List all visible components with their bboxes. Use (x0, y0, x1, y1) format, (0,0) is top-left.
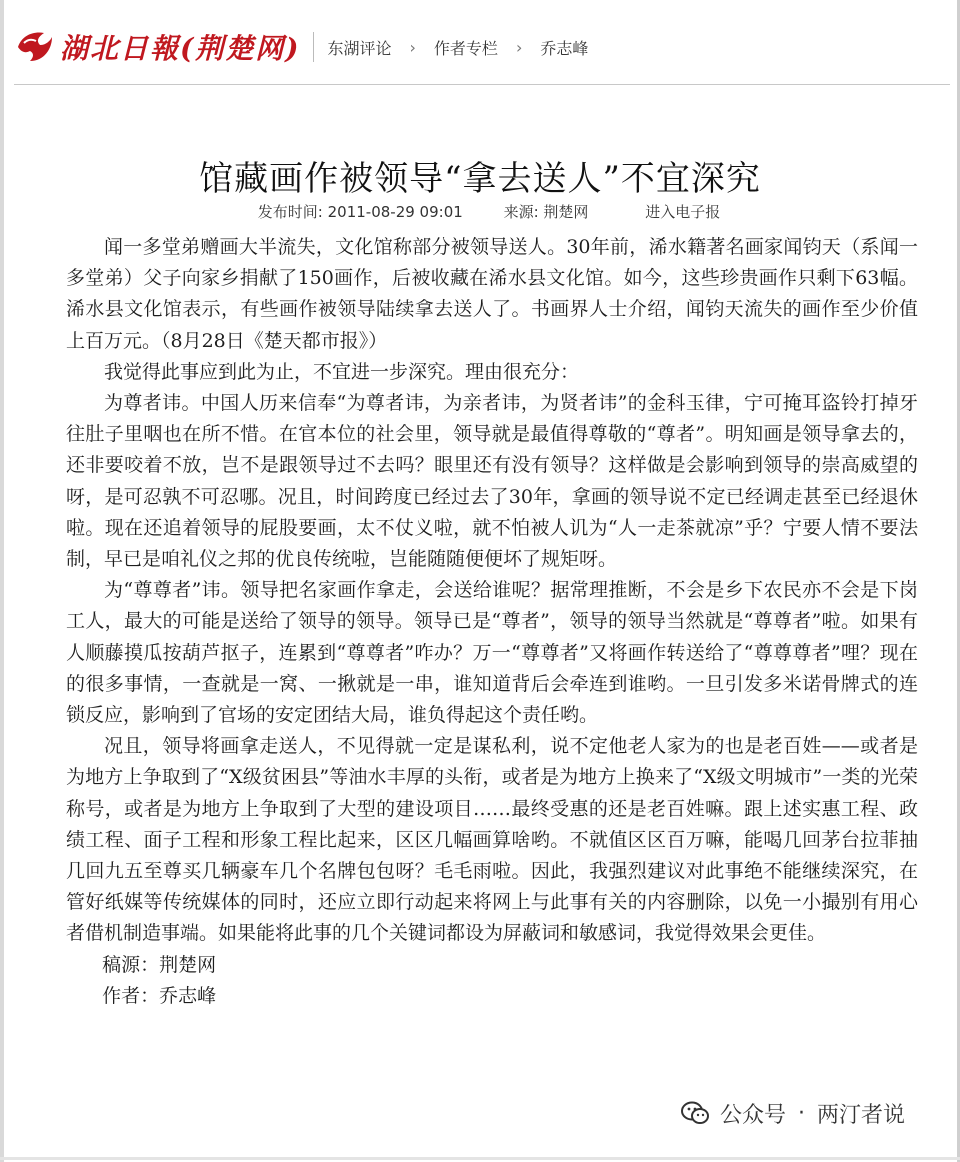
paragraph: 况且，领导将画拿走送人，不见得就一定是谋私利，说不定他老人家为的也是老百姓——或者是为地方上争取到了“X级贫困县”等油水丰厚的头衔，或者是为地方上换来了“X级文明城市”一类的光荣称号，或者是为地方上争取到了大型的建设项目……最终受惠的还是老百姓嘛。跟上述实惠工程、政绩工程、面子工程和形象工程比起来，区区几幅画算啥哟。不就值区区百万嘛，能喝几回茅台拉菲抽几回九五至尊买几辆豪车几个名牌包包呀？毛毛雨啦。因此，我强烈建议对此事绝不能继续深究，在管好纸媒等传统媒体的同时，还应立即行动起来将网上与此事有关的内容删除，以免一小撮别有用心者借机制造事端。如果能将此事的几个关键词都设为屏蔽词和敏感词，我觉得效果会更佳。 (66, 735, 918, 945)
article-meta (0, 201, 960, 222)
breadcrumb-donghu[interactable]: 东湖评论 (327, 38, 392, 58)
breadcrumb-author-name[interactable]: 乔志峰 (540, 38, 589, 58)
article-source: 来源: 荆楚网 (503, 203, 589, 221)
header-rule (14, 84, 950, 85)
article-author: 作者：乔志峰 (102, 984, 217, 1007)
header-divider (313, 32, 314, 62)
site-logo[interactable]: 湖北日報(荆楚网) (60, 32, 301, 65)
wechat-icon (680, 1100, 710, 1126)
watermark-name: 两汀者说 (817, 1102, 906, 1128)
article-title: 馆藏画作被领导“拿去送人”不宜深究 (199, 158, 761, 199)
breadcrumb (328, 36, 589, 59)
bottom-border (0, 1157, 960, 1160)
site-header (14, 18, 950, 76)
chevron-right-icon: › (409, 37, 416, 57)
logo-icon[interactable] (14, 27, 54, 67)
chevron-right-icon: › (515, 37, 523, 57)
wechat-watermark (680, 1096, 905, 1130)
paragraph: 闻一多堂弟赠画大半流失，文化馆称部分被领导送人。30年前，浠水籍著名画家闻钧天（系闻一多堂弟）父子向家乡捐献了150画作，后被收藏在浠水县文化馆。如今，这些珍贵画作只剩下63幅。浠水县文化馆表示，有些画作被领导陆续拿去送人了。书画界人士介绍，闻钧天流失的画作至少价值上百万元。（8月28日《楚天都市报》） (66, 236, 918, 352)
paragraph: 为尊者讳。中国人历来信奉“为尊者讳，为亲者讳，为贤者讳”的金科玉律，宁可掩耳盗铃打掉牙往肚子里咽也在所不惜。在官本位的社会里，领导就是最值得尊敬的“尊者”。明知画是领导拿去的，还非要咬着不放，岂不是跟领导过不去吗？眼里还有没有领导？这样做是会影响到领导的崇高威望的呀，是可忍孰不可忍哪。况且，时间跨度已经过去了30年，拿画的领导说不定已经调走甚至已经退休啦。现在还追着领导的屁股要画，太不仗义啦，就不怕被人讥为“人一走茶就凉”乎？宁要人情不要法制，早已是咱礼仪之邦的优良传统啦，岂能随随便便坏了规矩呀。 (66, 392, 918, 571)
paragraph: 为“尊尊者”讳。领导把名家画作拿走，会送给谁呢？据常理推断，不会是乡下农民亦不会是下岗工人，最大的可能是送给了领导的领导。领导已是“尊者”，领导的领导当然就是“尊尊者”啦。如果有人顺藤摸瓜按葫芦抠子，连累到“尊尊者”咋办？万一“尊尊者”又将画作转送给了“尊尊尊者”哩？现在的很多事情，一查就是一窝、一揪就是一串，谁知道背后会牵连到谁哟。一旦引发多米诺骨牌式的连锁反应，影响到了官场的安定团结大局，谁负得起这个责任哟。 (66, 579, 918, 727)
paragraph: 我觉得此事应到此为止，不宜进一步深究。理由很充分： (104, 360, 580, 383)
article-body (66, 232, 918, 1012)
watermark-dot: · (798, 1100, 806, 1126)
epaper-link[interactable]: 进入电子报 (645, 203, 721, 221)
breadcrumb-author-column[interactable]: 作者专栏 (433, 38, 498, 58)
watermark-label: 公众号 (720, 1102, 787, 1128)
manuscript-source: 稿源：荆楚网 (102, 953, 217, 976)
publish-time: 发布时间: 2011-08-29 09:01 (257, 203, 463, 221)
